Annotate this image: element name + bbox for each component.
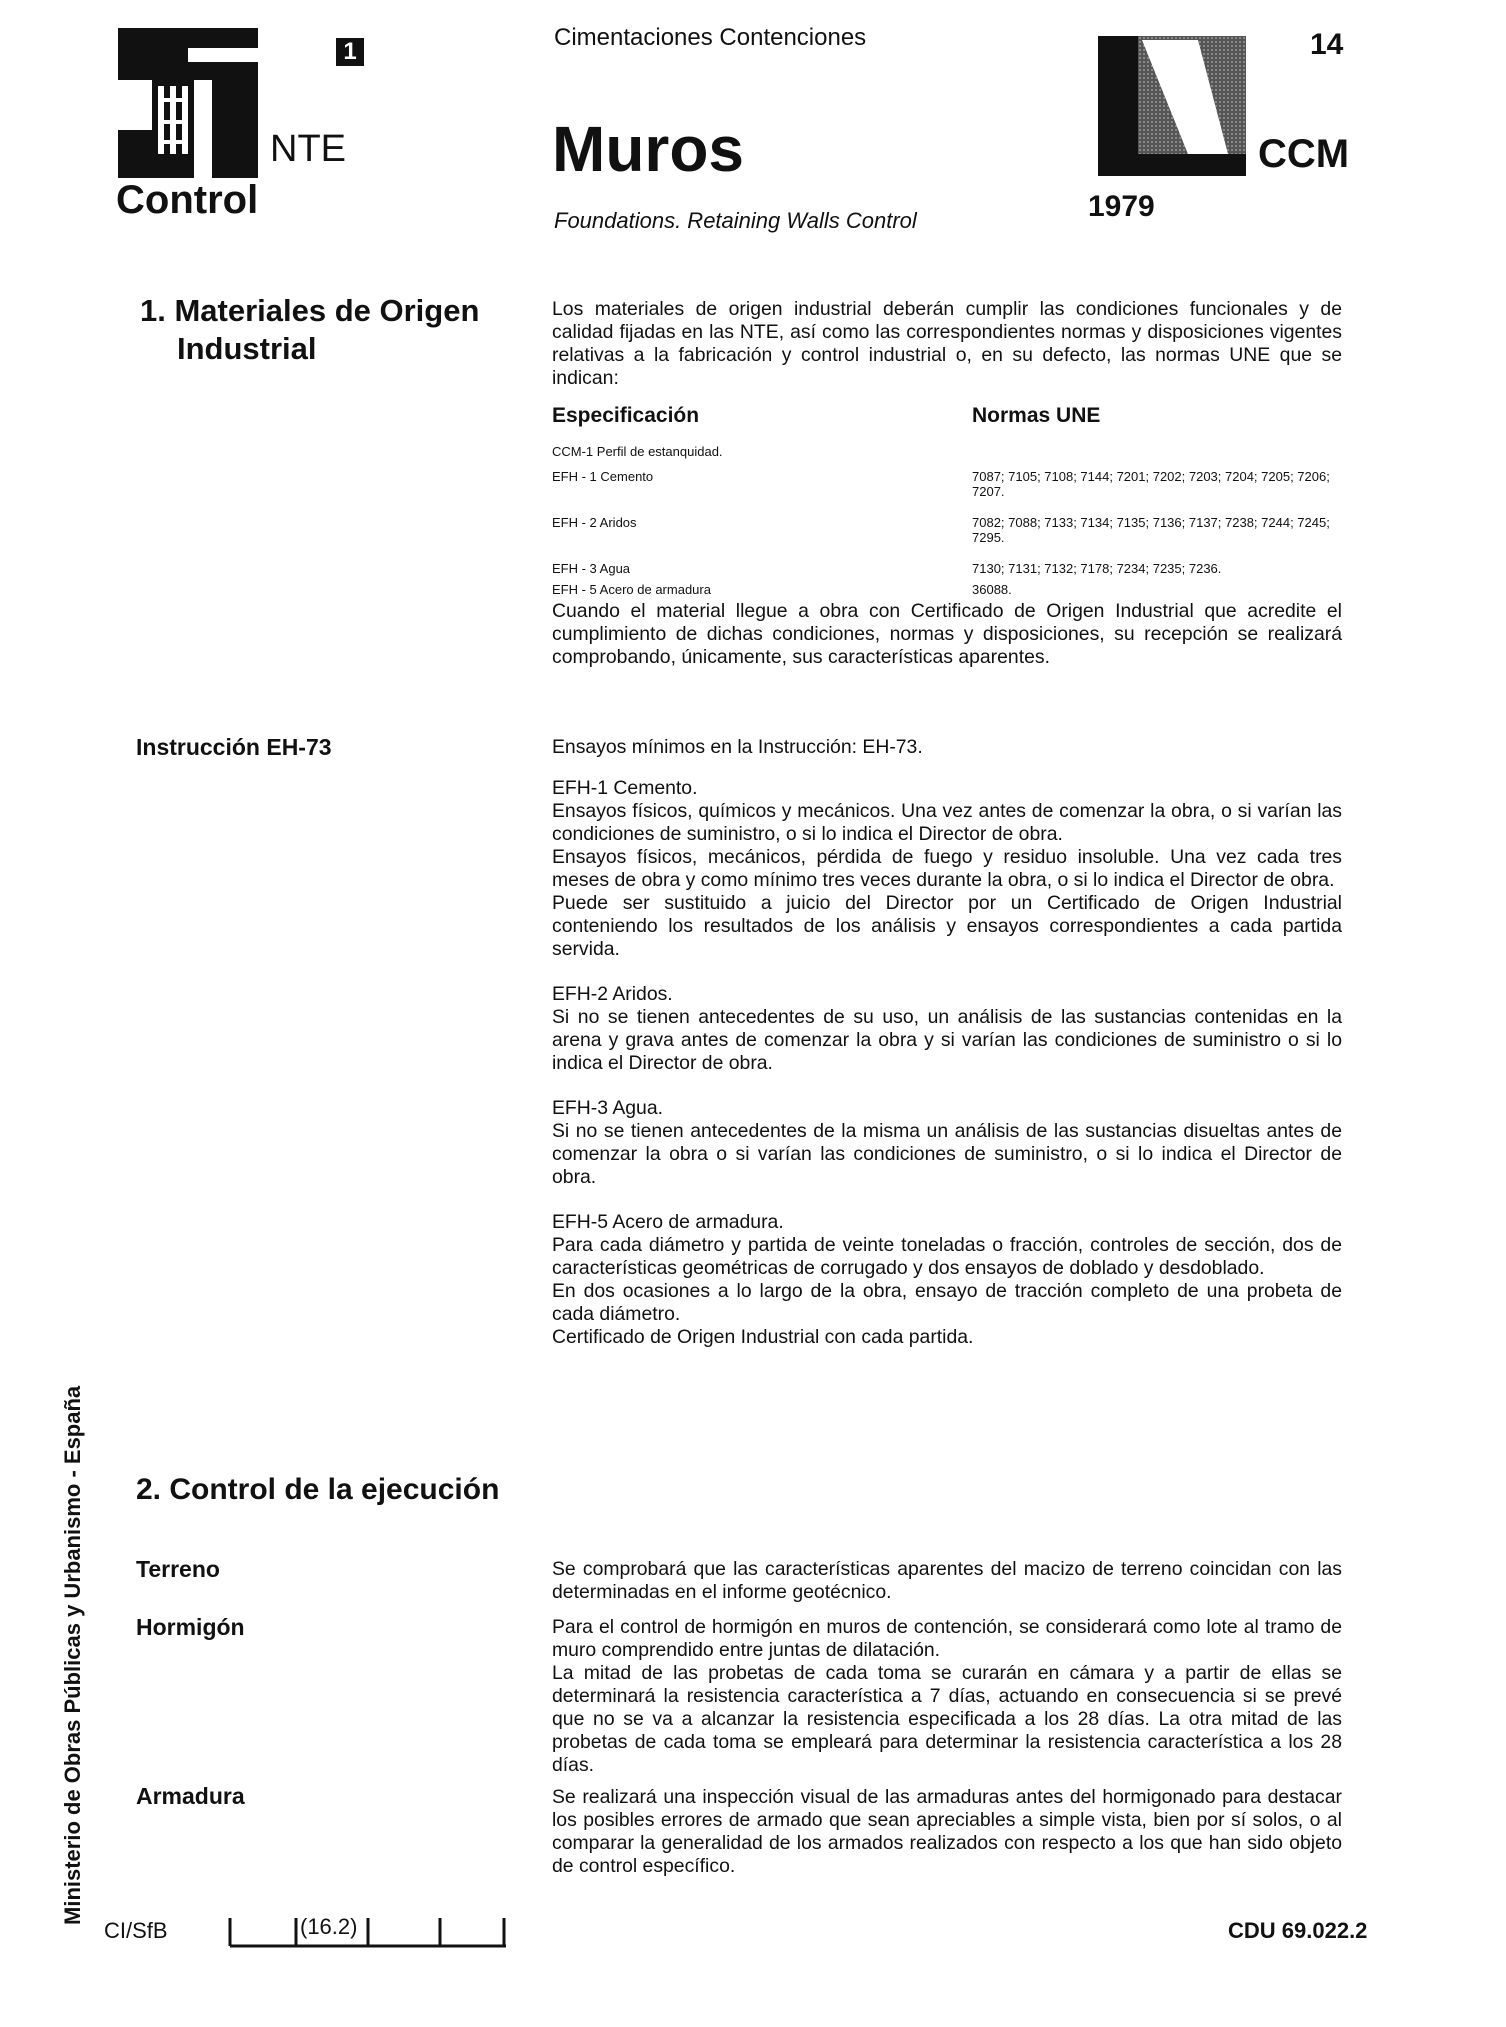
efh1-title: EFH-1 Cemento. [552,777,698,799]
efh5-p3: Certificado de Origen Industrial con cada partida. [552,1326,974,1348]
efh3-p1: Si no se tienen antecedentes de la misma un análisis de las sustancias disueltas antes de comenzar la obra o si varían las condiciones de suministro, o si lo indica el Director de obra. [552,1120,1342,1188]
section2-heading: 2. Control de la ejecución [136,1473,500,1506]
ministry-vertical-label: Ministerio de Obras Públicas y Urbanismo - España [60,1385,85,1925]
spec-cell: EFH - 2 Aridos [552,515,637,530]
efh5-p2: En dos ocasiones a lo largo de la obra, ensayo de tracción completo de una probeta de cada diámetro. [552,1280,1342,1325]
norms-cell: 36088. [972,582,1012,597]
norms-cell [972,444,1342,459]
section1-body [552,298,1342,390]
section1-heading-line1: 1. Materiales de Origen [140,293,480,328]
efh5-title: EFH-5 Acero de armadura. [552,1211,784,1233]
section1-closing-block [552,600,1342,669]
spec-cell: CCM-1 Perfil de estanquidad. [552,444,723,459]
cisfb-classification-box [228,1914,508,1948]
efh5-p1: Para cada diámetro y partida de veinte toneladas o fracción, controles de sección, dos de características geométricas de corrugado y dos ensayos de doblado y desdoblado. [552,1234,1342,1279]
efh1-p3: Puede ser sustituido a juicio del Director por un Certificado de Origen Industrial conteniendo los resultados de los análisis y ensayos correspondientes a cada partida servida. [552,892,1342,960]
cisfb-label: CI/SfB [104,1918,168,1943]
spec-col-header: Especificación [552,404,700,427]
efh2-title: EFH-2 Aridos. [552,983,673,1005]
table-row [552,444,1342,459]
efh1-p2: Ensayos físicos, mecánicos, pérdida de fuego y residuo insoluble. Una vez cada tres meses de obra y como mínimo tres veces durante la obra, o si lo indica el Director de obra. [552,846,1342,891]
efh3-title: EFH-3 Agua. [552,1097,664,1119]
hormigon-body [552,1616,1342,1777]
nte-label: NTE [270,128,346,170]
armadura-text: Se realizará una inspección visual de las armaduras antes del hormigonado para destacar los posibles errores de armado que sean apreciables a simple vista, bien por sí solos, o al comparar la generalidad de los armados realizados con respecto a los que han sido objeto de control específico. [552,1786,1342,1877]
armadura-label: Armadura [136,1783,245,1809]
sheet-badge: 1 [336,38,364,66]
table-row [552,582,1342,597]
efh2-p1: Si no se tienen antecedentes de su uso, un análisis de las sustancias contenidas en la arena y grava antes de comenzar la obra y si varían las condiciones de suministro o si lo indica el Director de obra. [552,1006,1342,1074]
ccm-wall-icon [1098,36,1246,176]
page-title: Muros [552,113,744,185]
spec-cell: EFH - 5 Acero de armadura [552,582,711,597]
control-label: Control [116,178,259,222]
section1-heading-line2: Industrial [177,330,317,366]
sheet-number: 14 [1310,28,1344,61]
section1-closing: Cuando el material llegue a obra con Certificado de Origen Industrial que acredite el cumplimiento de dichas condiciones, normas y disposiciones, su recepción se realizará comprobando, únicamente, sus características aparentes. [552,600,1342,668]
norms-cell: 7087; 7105; 7108; 7144; 7201; 7202; 7203; 7204; 7205; 7206; 7207. [972,469,1330,499]
hormigon-label: Hormigón [136,1614,245,1640]
norms-col-header: Normas UNE [972,404,1101,427]
section1-heading [140,292,479,368]
spec-table [552,404,1342,597]
hormigon-p1: Para el control de hormigón en muros de contención, se considerará como lote al tramo de muro comprendido entre juntas de dilatación. [552,1616,1342,1661]
terreno-text: Se comprobará que las características aparentes del macizo de terreno coincidan con las determinadas en el informe geotécnico. [552,1558,1342,1603]
instruccion-lead: Ensayos mínimos en la Instrucción: EH-73. [552,736,923,758]
armadura-body [552,1786,1342,1878]
spec-table-header [552,404,1342,428]
nte-logo-icon [118,28,258,178]
table-row [552,469,1342,499]
section1-intro: Los materiales de origen industrial deberán cumplir las condiciones funcionales y de calidad fijadas en las NTE, así como las correspondientes normas y disposiciones vigentes relativas a la fabricación y control industrial o, en su defecto, las normas UNE que se indican: [552,298,1342,389]
category-label: Cimentaciones Contenciones [554,24,867,51]
norms-cell: 7130; 7131; 7132; 7178; 7234; 7235; 7236. [972,561,1222,576]
year-label: 1979 [1088,190,1155,223]
code-label: CCM [1258,132,1350,176]
spec-cell: EFH - 3 Agua [552,561,631,576]
norms-cell: 7082; 7088; 7133; 7134; 7135; 7136; 7137; 7238; 7244; 7245; 7295. [972,515,1330,545]
spec-cell: EFH - 1 Cemento [552,469,654,484]
terreno-body [552,1558,1342,1604]
efh1-p1: Ensayos físicos, químicos y mecánicos. Una vez antes de comenzar la obra, o si varían las condiciones de suministro, o si lo indica el Director de obra. [552,800,1342,845]
instruccion-body [552,736,1342,1349]
hormigon-p2: La mitad de las probetas de cada toma se curarán en cámara y a partir de ellas se determinará la resistencia característica a 7 días, actuando en consecuencia si se prevé que no se va a alcanzar la resistencia especificada a los 28 días. La otra mitad de las probetas de cada toma se empleará para determinar la resistencia característica a los 28 días. [552,1662,1342,1776]
instruccion-heading: Instrucción EH-73 [136,734,332,760]
table-row [552,561,1342,576]
page-subtitle: Foundations. Retaining Walls Control [554,208,917,233]
cisfb-code: (16.2) [300,1914,358,1939]
terreno-label: Terreno [136,1556,220,1582]
cdu-label: CDU 69.022.2 [1228,1918,1368,1943]
table-row [552,515,1342,545]
